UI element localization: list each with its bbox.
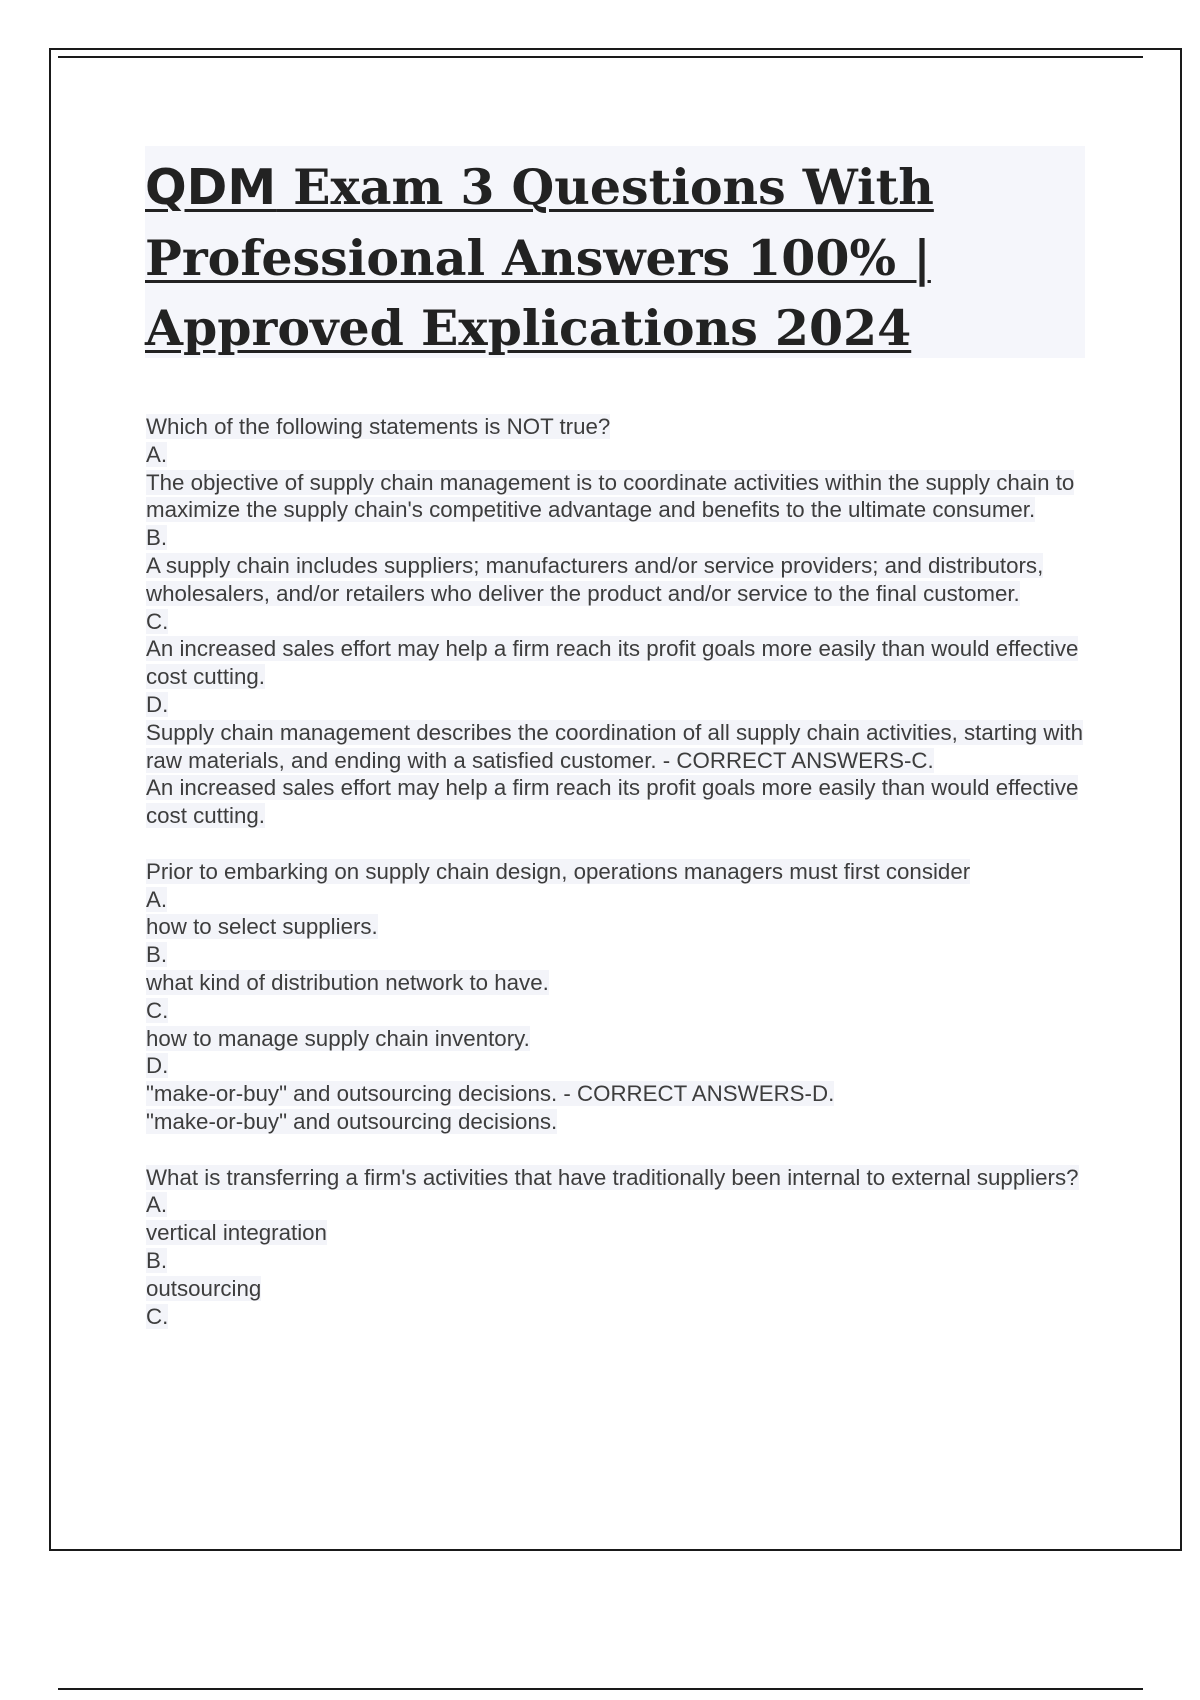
option-text: Supply chain management describes the coordination of all supply chain activities, starting with raw materials, and ending with a satisfied customer. - CORRECT ANSWERS-C.	[146, 719, 1083, 773]
questions-content	[146, 413, 1091, 1358]
option-letter: B.	[146, 942, 168, 968]
option-text: outsourcing	[146, 1275, 262, 1301]
option-letter: A.	[146, 441, 168, 467]
title-text: Exam 3 Questions With Professional Answers 100% | Approved Explications 2024	[145, 158, 934, 357]
bottom-rule	[58, 1688, 1143, 1690]
option-letter: B.	[146, 525, 168, 551]
option-letter: C.	[146, 997, 169, 1023]
option-letter: D.	[146, 1053, 169, 1079]
top-rule	[58, 56, 1143, 58]
question-1	[146, 413, 1091, 830]
question-prompt: Prior to embarking on supply chain design, operations managers must first consider	[146, 858, 971, 884]
option-letter: C.	[146, 1303, 169, 1329]
option-text: how to manage supply chain inventory.	[146, 1025, 530, 1051]
option-text: what kind of distribution network to have.	[146, 969, 549, 995]
question-prompt: What is transferring a firm's activities that have traditionally been internal to external suppliers?	[146, 1164, 1079, 1190]
option-letter: B.	[146, 1247, 168, 1273]
option-text: "make-or-buy" and outsourcing decisions. - CORRECT ANSWERS-D.	[146, 1081, 835, 1107]
question-2	[146, 858, 1091, 1136]
question-3	[146, 1164, 1091, 1331]
option-text: An increased sales effort may help a firm reach its profit goals more easily than would effective cost cutting.	[146, 636, 1079, 690]
option-text: A supply chain includes suppliers; manufacturers and/or service providers; and distributors, wholesalers, and/or retailers who deliver the product and/or service to the final customer.	[146, 552, 1044, 606]
option-letter: A.	[146, 1192, 168, 1218]
answer-text: "make-or-buy" and outsourcing decisions.	[146, 1108, 558, 1134]
option-letter: A.	[146, 886, 168, 912]
title-brand: QDM	[145, 159, 277, 216]
option-text: The objective of supply chain management is to coordinate activities within the supply chain to maximize the supply chain's competitive advantage and benefits to the ultimate consumer.	[146, 469, 1075, 523]
option-text: how to select suppliers.	[146, 914, 378, 940]
question-prompt: Which of the following statements is NOT true?	[146, 414, 611, 439]
option-letter: D.	[146, 691, 169, 717]
option-text: vertical integration	[146, 1220, 327, 1246]
option-letter: C.	[146, 608, 169, 634]
document-title	[145, 152, 1085, 363]
answer-text: An increased sales effort may help a firm reach its profit goals more easily than would effective cost cutting.	[146, 775, 1079, 829]
